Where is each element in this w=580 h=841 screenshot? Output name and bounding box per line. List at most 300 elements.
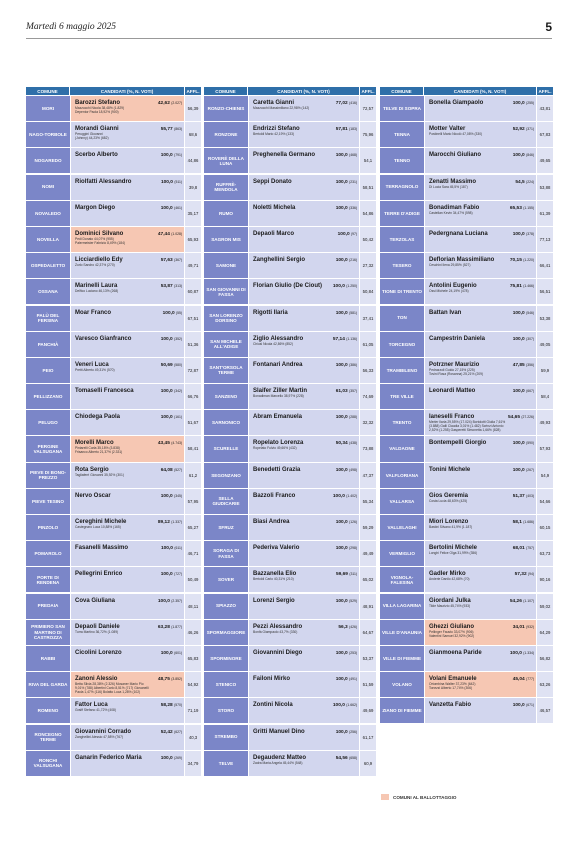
winner-name: Bonadiman Fabio bbox=[429, 204, 480, 211]
other-candidates: Pellinger Fausto 33,07% (906) Valentini Samuel 32,92% (902) bbox=[429, 629, 475, 638]
table-row bbox=[204, 594, 376, 619]
turnout-value: 48,11 bbox=[185, 594, 201, 619]
winner-name: Dominici Silvano bbox=[75, 230, 124, 237]
winner-line bbox=[429, 388, 534, 394]
winner-votes: (1.028) bbox=[171, 231, 182, 236]
winner-name: Biasi Andrea bbox=[253, 519, 290, 525]
winner-line bbox=[429, 650, 534, 656]
winner-result bbox=[510, 284, 534, 289]
winner-percent: 100,0 bbox=[335, 258, 348, 264]
winner-name: Zontini Nicola bbox=[253, 702, 293, 709]
winner-result bbox=[158, 599, 182, 604]
candidates-cell bbox=[249, 515, 359, 540]
winner-line bbox=[75, 598, 182, 604]
winner-votes: (581) bbox=[349, 310, 357, 315]
table-row bbox=[26, 410, 201, 435]
winner-votes: (932) bbox=[526, 624, 534, 629]
turnout-value: 53,38 bbox=[537, 306, 553, 331]
winner-name: Pedergnana Luciana bbox=[429, 230, 488, 237]
comune-name: STORO bbox=[204, 698, 248, 723]
candidates-cell bbox=[425, 594, 536, 619]
table-row bbox=[380, 646, 553, 671]
winner-line bbox=[75, 179, 182, 185]
winner-name: Caretta Gianni bbox=[253, 100, 295, 106]
comune-name: RONCEGNO TERME bbox=[26, 725, 70, 750]
other-candidates: Postinelli Mario Nicolò 47,08% (330) bbox=[429, 132, 483, 137]
comune-name: PORTE DI RENDENA bbox=[26, 567, 70, 592]
candidates-cell bbox=[425, 384, 536, 409]
winner-name: Failoni Mirko bbox=[253, 676, 291, 683]
comune-name: TIONE DI TRENTO bbox=[380, 279, 424, 304]
comune-name: SELLA GIUDICARIE bbox=[204, 489, 248, 514]
table-row bbox=[26, 358, 201, 383]
other-candidates: Delfico Luciano 46,13% (268) bbox=[75, 289, 119, 294]
turnout-value: 90,16 bbox=[537, 567, 553, 592]
table-row bbox=[204, 646, 376, 671]
turnout-value: 66,76 bbox=[185, 384, 201, 409]
winner-percent: 100,0 bbox=[335, 598, 348, 604]
candidates-cell bbox=[71, 463, 184, 488]
winner-line bbox=[75, 729, 182, 735]
comune-name: VILLE DI FIEMME bbox=[380, 646, 424, 671]
comune-name: ZIANO DI FIEMME bbox=[380, 698, 424, 723]
comune-name: RONZONE bbox=[204, 122, 248, 147]
winner-line bbox=[429, 152, 534, 158]
winner-line bbox=[75, 467, 182, 473]
turnout-value: 57,93 bbox=[537, 436, 553, 461]
comune-name: SPORMINORE bbox=[204, 646, 248, 671]
candidates-cell bbox=[71, 436, 184, 461]
turnout-value: 65,83 bbox=[185, 646, 201, 671]
winner-votes: (97) bbox=[350, 231, 357, 236]
winner-result bbox=[333, 284, 357, 289]
winner-percent: 70,15 bbox=[509, 258, 522, 264]
winner-votes: (356) bbox=[526, 362, 534, 367]
winner-name: Miori Lorenzo bbox=[429, 519, 469, 525]
winner-votes: (336) bbox=[349, 205, 357, 210]
table-row bbox=[380, 253, 553, 278]
candidates-cell bbox=[71, 96, 184, 121]
comune-name: PIEVE DI BONO-PREZZO bbox=[26, 463, 70, 488]
results-column-3 bbox=[380, 87, 553, 725]
winner-percent: 100,0 bbox=[512, 310, 525, 316]
winner-votes: (345) bbox=[174, 493, 182, 498]
candidates-cell bbox=[425, 122, 536, 147]
winner-votes: (590) bbox=[526, 441, 534, 446]
table-row bbox=[26, 279, 201, 304]
winner-name: Tomaselli Francesca bbox=[75, 388, 134, 395]
winner-name: Giovannini Diego bbox=[253, 649, 303, 656]
comune-name: SAN LORENZO DORSINO bbox=[204, 306, 248, 331]
candidates-cell bbox=[249, 253, 359, 278]
turnout-value: 72,57 bbox=[360, 96, 376, 121]
candidates-cell bbox=[425, 306, 536, 331]
candidates-cell bbox=[425, 436, 536, 461]
winner-name: Varesco Gianfranco bbox=[75, 335, 132, 342]
winner-result bbox=[513, 441, 534, 446]
candidates-cell bbox=[71, 175, 184, 200]
winner-percent: 100,0 bbox=[335, 546, 348, 552]
winner-votes: (511) bbox=[174, 179, 182, 184]
winner-percent: 100,0 bbox=[335, 310, 348, 316]
table-row bbox=[26, 148, 201, 173]
turnout-value: 57,95 bbox=[185, 489, 201, 514]
turnout-value: 47,37 bbox=[360, 463, 376, 488]
winner-line bbox=[75, 336, 182, 342]
comune-name: SORAGA DI FASSA bbox=[204, 541, 248, 566]
table-row bbox=[380, 384, 553, 409]
winner-line bbox=[253, 362, 357, 368]
turnout-value: 65,02 bbox=[360, 567, 376, 592]
winner-votes: (161) bbox=[174, 415, 182, 420]
candidates-cell bbox=[249, 751, 359, 776]
winner-votes: (1.220) bbox=[523, 258, 534, 263]
turnout-value: 67,51 bbox=[185, 306, 201, 331]
other-candidates: Castellan Kevin 34,47% (598) bbox=[429, 210, 473, 215]
table-row bbox=[380, 620, 553, 645]
winner-percent: 100,0 bbox=[509, 650, 522, 656]
winner-percent: 100,0 bbox=[160, 572, 173, 578]
candidates-cell bbox=[425, 227, 536, 252]
comune-name: STREMBO bbox=[204, 725, 248, 750]
winner-votes: (461) bbox=[174, 205, 182, 210]
winner-votes: (1.334) bbox=[523, 650, 534, 655]
header-candidati: CANDIDATI (%, N. VOTI) bbox=[248, 87, 360, 95]
winner-percent: 100,0 bbox=[332, 493, 345, 499]
winner-percent: 100,0 bbox=[512, 336, 525, 342]
results-column-1 bbox=[26, 87, 201, 777]
winner-name: Benedetti Grazia bbox=[253, 466, 301, 473]
winner-name: Gadler Mirko bbox=[429, 571, 466, 578]
candidates-cell bbox=[425, 515, 536, 540]
candidates-cell bbox=[71, 567, 184, 592]
candidates-cell bbox=[425, 567, 536, 592]
winner-percent: 57,63 bbox=[160, 258, 173, 264]
turnout-value: 73,88 bbox=[360, 436, 376, 461]
winner-line bbox=[253, 467, 357, 473]
winner-result bbox=[513, 127, 534, 132]
comune-name: VALLELAGHI bbox=[380, 515, 424, 540]
turnout-value: 50,42 bbox=[360, 227, 376, 252]
table-row bbox=[204, 253, 376, 278]
table-row bbox=[380, 594, 553, 619]
winner-percent: 100,0 bbox=[512, 153, 525, 159]
winner-percent: 100,0 bbox=[512, 467, 525, 473]
candidates-cell bbox=[71, 410, 184, 435]
winner-percent: 100,0 bbox=[332, 284, 345, 290]
winner-result bbox=[161, 651, 182, 656]
turnout-value: 61,05 bbox=[360, 332, 376, 357]
comune-name: TORCEGNO bbox=[380, 332, 424, 357]
winner-votes: (546) bbox=[526, 310, 534, 315]
other-candidates: Mazzucchi Massimiliano 22,98% (142) bbox=[253, 106, 310, 110]
table-row bbox=[26, 122, 201, 147]
winner-percent: 100,0 bbox=[160, 493, 173, 499]
winner-votes: (570) bbox=[174, 703, 182, 708]
winner-line bbox=[429, 467, 534, 473]
legend-swatch bbox=[381, 794, 389, 800]
winner-line bbox=[253, 650, 357, 656]
winner-name: Pezzi Alessandro bbox=[253, 623, 303, 630]
winner-votes: (580) bbox=[174, 362, 182, 367]
comune-name: SAN GIOVANNI DI FASSA bbox=[204, 279, 248, 304]
winner-result bbox=[510, 206, 534, 211]
comune-name: NOGAREDO bbox=[26, 148, 70, 173]
winner-result bbox=[336, 127, 357, 132]
winner-votes: (658) bbox=[349, 755, 357, 760]
comune-name: NOVELLA bbox=[26, 227, 70, 252]
turnout-value: 64,67 bbox=[360, 620, 376, 645]
winner-percent: 58,1 bbox=[512, 520, 522, 525]
winner-line bbox=[75, 545, 182, 551]
winner-name: Bazzanella Elio bbox=[253, 571, 297, 578]
candidates-cell bbox=[71, 384, 184, 409]
winner-line bbox=[253, 152, 357, 158]
winner-name: Noletti Michela bbox=[253, 204, 296, 211]
comune-name: SAMONE bbox=[204, 253, 248, 278]
winner-line bbox=[253, 729, 357, 735]
winner-line bbox=[429, 100, 534, 106]
winner-name: Licciardiello Edy bbox=[75, 257, 123, 264]
winner-percent: 100,0 bbox=[335, 650, 348, 656]
turnout-value: 58,51 bbox=[360, 175, 376, 200]
comune-name: PALÙ DEL FERSINA bbox=[26, 306, 70, 331]
turnout-value: 49,71 bbox=[185, 253, 201, 278]
winner-name: Deflorian Massimiliano bbox=[429, 257, 495, 264]
winner-result bbox=[161, 703, 182, 708]
comune-name: TERZOLAS bbox=[380, 227, 424, 252]
comune-name: SOVER bbox=[204, 567, 248, 592]
winner-percent: 68,01 bbox=[512, 546, 525, 552]
table-row bbox=[26, 725, 201, 750]
winner-name: Giordani Julka bbox=[429, 597, 471, 604]
winner-votes: (367) bbox=[174, 258, 182, 263]
winner-votes: (426) bbox=[349, 624, 357, 629]
table-row bbox=[26, 306, 201, 331]
comune-name: TELVE bbox=[204, 751, 248, 776]
winner-result bbox=[510, 651, 534, 656]
winner-name: Fasanelli Massimo bbox=[75, 545, 129, 552]
winner-result bbox=[336, 546, 357, 551]
winner-name: Battan Ivan bbox=[429, 309, 462, 316]
winner-line bbox=[253, 205, 357, 211]
winner-name: Ziglio Alessandro bbox=[253, 335, 304, 342]
comune-name: PREDAIA bbox=[26, 594, 70, 619]
table-row bbox=[380, 698, 553, 723]
table-row bbox=[204, 410, 376, 435]
winner-percent: 89,12 bbox=[157, 520, 170, 525]
winner-line bbox=[75, 205, 182, 211]
turnout-value: 61,39 bbox=[537, 201, 553, 226]
winner-result bbox=[513, 153, 534, 158]
other-candidates: Zanghellini Alessio 47,58% (767) bbox=[75, 734, 124, 739]
winner-votes: (1.686) bbox=[523, 520, 534, 524]
winner-line bbox=[253, 231, 357, 237]
winner-name: Cereghini Michele bbox=[75, 519, 127, 525]
winner-percent: 55,77 bbox=[160, 127, 173, 133]
winner-percent: 100,0 bbox=[157, 598, 170, 604]
winner-percent: 48,75 bbox=[157, 677, 170, 683]
table-row bbox=[204, 725, 376, 750]
winner-percent: 47,44 bbox=[157, 231, 170, 237]
candidates-cell bbox=[71, 672, 184, 697]
turnout-value: 35,17 bbox=[185, 201, 201, 226]
winner-line bbox=[253, 676, 357, 682]
winner-percent: 54,5 bbox=[515, 179, 525, 185]
page-header bbox=[26, 22, 552, 36]
table-row bbox=[26, 436, 201, 461]
winner-votes: (529) bbox=[349, 598, 357, 603]
winner-name: Nervo Oscar bbox=[75, 492, 111, 499]
winner-percent: 100,0 bbox=[160, 389, 173, 395]
turnout-value: 68,6 bbox=[185, 122, 201, 147]
turnout-value: 43,81 bbox=[537, 96, 553, 121]
winner-percent: 57,81 bbox=[335, 127, 348, 133]
winner-result bbox=[333, 703, 357, 708]
candidates-cell bbox=[425, 698, 536, 723]
winner-votes: (777) bbox=[526, 677, 534, 682]
table-row bbox=[380, 489, 553, 514]
winner-votes: (1.107) bbox=[523, 598, 534, 603]
table-row bbox=[26, 541, 201, 566]
winner-result bbox=[513, 389, 534, 394]
comune-name: PELLIZZANO bbox=[26, 384, 70, 409]
comune-name: PINZOLO bbox=[26, 515, 70, 540]
winner-percent: 100,0 bbox=[512, 703, 525, 709]
turnout-value: 37,41 bbox=[360, 306, 376, 331]
winner-percent: 64,08 bbox=[160, 467, 173, 473]
page-date: Martedì 6 maggio 2025 bbox=[26, 22, 116, 32]
comune-name: SPORMAGGIORE bbox=[204, 620, 248, 645]
candidates-cell bbox=[249, 541, 359, 566]
table-row bbox=[380, 436, 553, 461]
other-candidates: Bastini Silvano 41,9% (1.187) bbox=[429, 525, 473, 529]
winner-percent: 100,0 bbox=[512, 101, 525, 106]
winner-result bbox=[336, 520, 357, 525]
table-row bbox=[26, 646, 201, 671]
winner-votes: (55) bbox=[175, 310, 182, 315]
winner-name: Degaudenz Matteo bbox=[253, 754, 307, 761]
winner-result bbox=[161, 389, 182, 394]
other-candidates: Graiff Stefano 41,72% (408) bbox=[75, 708, 116, 713]
comune-name: SAN MICHELE ALL'ADIGE bbox=[204, 332, 248, 357]
winner-votes: (183) bbox=[349, 127, 357, 132]
winner-votes: (3.852) bbox=[171, 677, 182, 682]
winner-percent: 42,62 bbox=[157, 101, 170, 106]
winner-line bbox=[429, 310, 534, 316]
winner-name: Motter Valter bbox=[429, 126, 466, 133]
winner-votes: (126) bbox=[349, 520, 357, 524]
table-row bbox=[380, 227, 553, 252]
comune-name: NOMI bbox=[26, 175, 70, 200]
winner-line bbox=[75, 414, 182, 420]
turnout-value: 63,73 bbox=[537, 541, 553, 566]
winner-line bbox=[429, 336, 534, 342]
winner-percent: 52,92 bbox=[512, 127, 525, 133]
winner-result bbox=[336, 206, 357, 211]
candidates-cell bbox=[425, 201, 536, 226]
candidates-cell bbox=[249, 227, 359, 252]
candidates-cell bbox=[249, 122, 359, 147]
winner-name: Slaifer Ziller Martin bbox=[253, 388, 308, 395]
turnout-value: 59,9 bbox=[537, 358, 553, 383]
candidates-cell bbox=[71, 253, 184, 278]
turnout-value: 27,32 bbox=[360, 253, 376, 278]
winner-name: Preghenella Germano bbox=[253, 152, 316, 159]
table-row bbox=[26, 332, 201, 357]
winner-result bbox=[158, 232, 182, 237]
winner-name: Rigotti Ilaria bbox=[253, 309, 288, 316]
table-row bbox=[380, 122, 553, 147]
winner-percent: 100,0 bbox=[335, 362, 348, 368]
winner-votes: (255) bbox=[526, 101, 534, 105]
winner-percent: 100,0 bbox=[160, 205, 173, 211]
winner-result bbox=[515, 180, 534, 185]
turnout-value: 56,82 bbox=[537, 646, 553, 671]
table-row bbox=[380, 410, 553, 435]
winner-votes: (1.136) bbox=[346, 336, 357, 341]
header-rule bbox=[26, 38, 552, 39]
winner-percent: 63,28 bbox=[157, 624, 170, 630]
comune-name: SFRUZ bbox=[204, 515, 248, 540]
winner-result bbox=[515, 572, 534, 577]
candidates-cell bbox=[249, 410, 359, 435]
winner-percent: 100,0 bbox=[335, 153, 348, 159]
winner-result bbox=[161, 730, 182, 735]
table-row bbox=[380, 567, 553, 592]
winner-result bbox=[513, 546, 534, 551]
comune-name: PERGINE VALSUGANA bbox=[26, 436, 70, 461]
winner-name: Gianmoena Paride bbox=[429, 649, 482, 656]
winner-result bbox=[513, 101, 534, 106]
legend-label: COMUNI AL BALLOTTAGGIO bbox=[393, 794, 457, 800]
winner-line bbox=[253, 598, 357, 604]
candidates-cell bbox=[71, 148, 184, 173]
winner-percent: 100,0 bbox=[160, 153, 173, 159]
candidates-cell bbox=[249, 96, 359, 121]
candidates-cell bbox=[425, 96, 536, 121]
winner-name: Veneri Luca bbox=[75, 361, 109, 368]
winner-votes: (311) bbox=[349, 572, 357, 577]
turnout-value: 61,2 bbox=[185, 463, 201, 488]
winner-votes: (727) bbox=[174, 572, 182, 577]
table-row bbox=[26, 489, 201, 514]
winner-percent: 58,28 bbox=[160, 703, 173, 709]
table-row bbox=[26, 227, 201, 252]
winner-percent: 100,0 bbox=[335, 415, 348, 421]
winner-percent: 100,0 bbox=[335, 179, 348, 185]
winner-line bbox=[429, 205, 534, 211]
candidates-cell bbox=[71, 751, 184, 776]
turnout-value: 64,29 bbox=[537, 620, 553, 645]
comune-name: TESERO bbox=[380, 253, 424, 278]
candidates-cell bbox=[249, 698, 359, 723]
candidates-cell bbox=[249, 463, 359, 488]
table-row bbox=[204, 279, 376, 304]
winner-percent: 59,69 bbox=[335, 572, 348, 578]
comune-name: RABBI bbox=[26, 646, 70, 671]
other-candidates: Chiusi Nicola 42,86% (852) bbox=[253, 341, 293, 346]
winner-votes: (416) bbox=[349, 101, 357, 105]
turnout-value: 74,69 bbox=[360, 384, 376, 409]
turnout-value: 51,36 bbox=[185, 332, 201, 357]
winner-percent: 56,3 bbox=[338, 624, 348, 630]
winner-votes: (791) bbox=[174, 153, 182, 158]
winner-votes: (307) bbox=[526, 336, 534, 341]
table-row bbox=[204, 515, 376, 540]
winner-name: Depaoli Daniele bbox=[75, 623, 120, 630]
winner-percent: 57,32 bbox=[514, 572, 527, 578]
